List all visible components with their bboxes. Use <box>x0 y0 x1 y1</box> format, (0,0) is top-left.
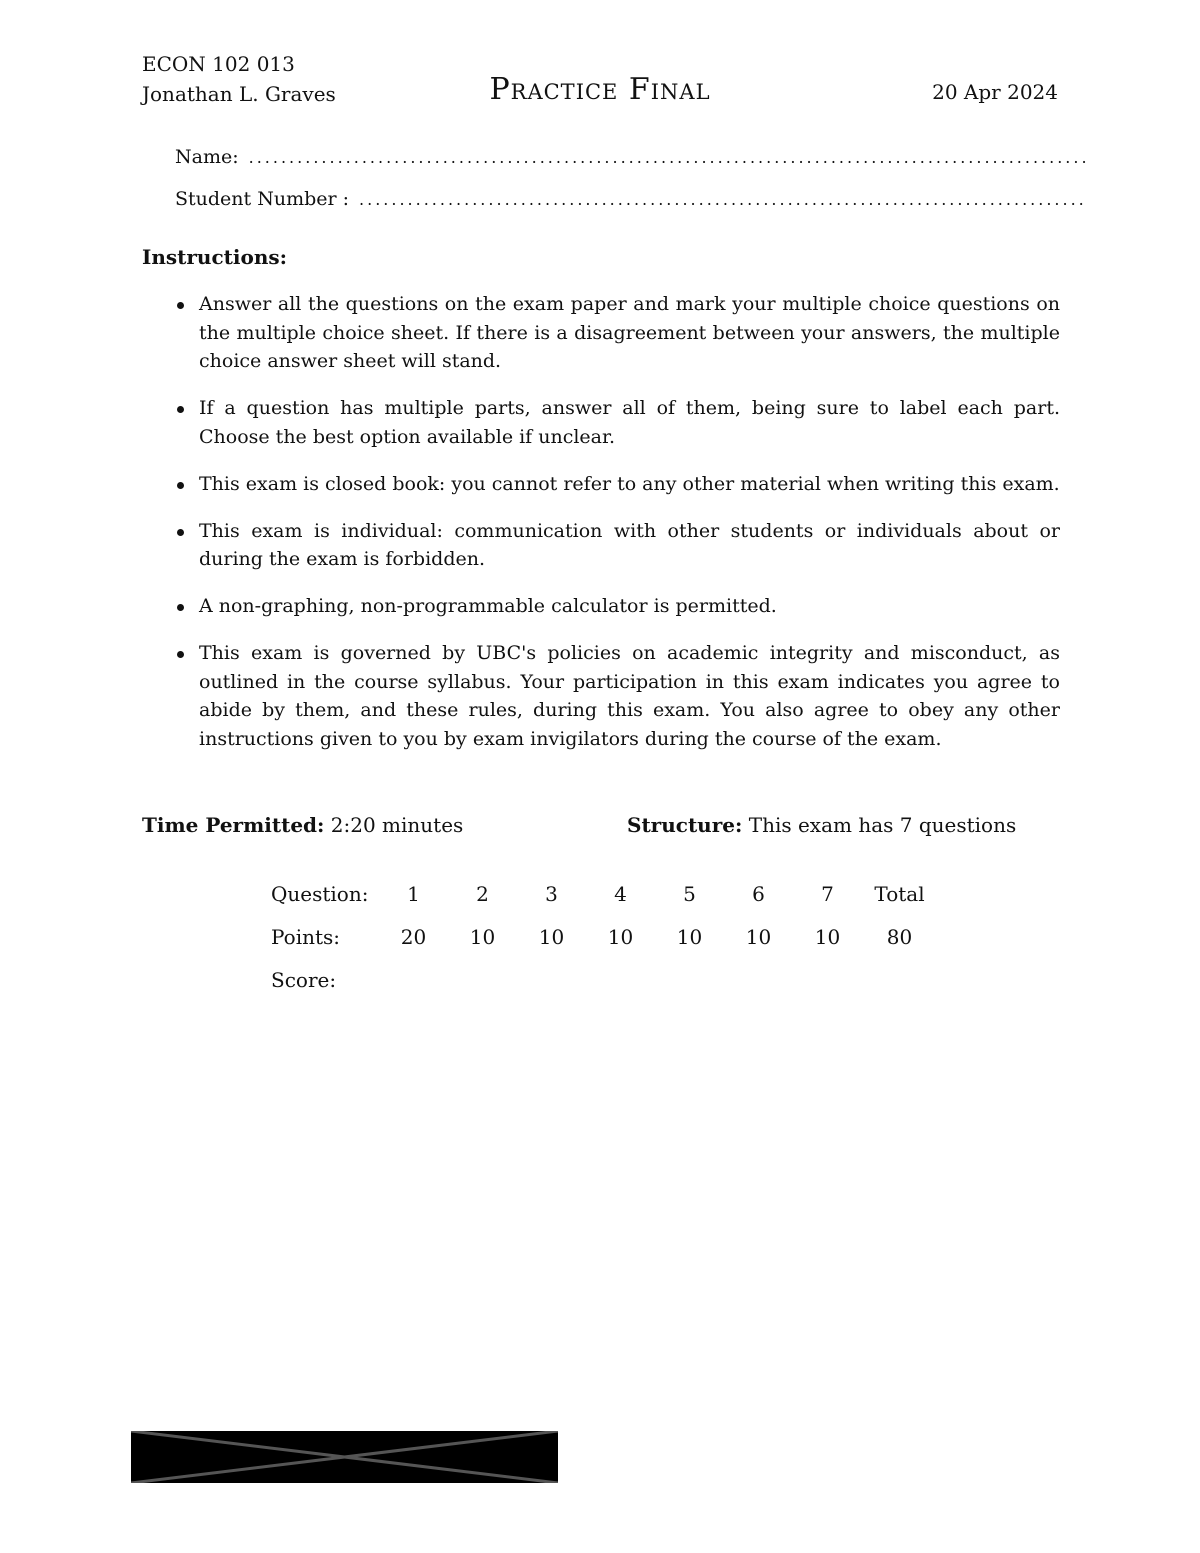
name-dotted-line[interactable] <box>249 148 1087 167</box>
redaction-block <box>131 1431 558 1483</box>
time-permitted <box>142 813 463 837</box>
student-number-label: Student Number : <box>175 188 350 210</box>
redaction-cross-icon <box>131 1431 558 1483</box>
instruction-item: Answer all the questions on the exam paper and mark your multiple choice questions on the multiple choice sheet. If there is a disagreement between your answers, the multiple choice answer sheet will stand. <box>142 290 1060 376</box>
question-number: 7 <box>821 881 834 906</box>
score-cell[interactable] <box>448 958 517 1001</box>
bullet-icon <box>177 651 184 658</box>
bullet-icon <box>177 482 184 489</box>
total-header: Total <box>874 881 925 906</box>
student-number-field[interactable] <box>175 188 1087 210</box>
points-row-label: Points: <box>271 924 341 949</box>
instruction-item: This exam is closed book: you cannot refer to any other material when writing this exam. <box>142 470 1060 499</box>
score-row <box>271 958 937 1001</box>
structure-value: This exam has 7 questions <box>748 813 1017 837</box>
instruction-item: This exam is governed by UBC's policies on academic integrity and misconduct, as outlined in the course syllabus. Your participation in this exam indicates you agree to abide by them, and these rules, during this exam. You also agree to obey any other instructions given to you by exam invigilators during the course of the exam. <box>142 639 1060 753</box>
question-points: 10 <box>607 924 634 949</box>
question-points: 10 <box>814 924 841 949</box>
question-points: 10 <box>469 924 496 949</box>
score-cell[interactable] <box>517 958 586 1001</box>
score-table <box>271 872 937 1001</box>
question-number: 5 <box>683 881 696 906</box>
question-number: 4 <box>614 881 627 906</box>
question-row-label: Question: <box>271 881 369 906</box>
bullet-icon <box>177 406 184 413</box>
question-points: 20 <box>400 924 427 949</box>
name-label: Name: <box>175 146 239 168</box>
structure-label: Structure: <box>627 813 743 837</box>
score-row-label: Score: <box>271 967 337 992</box>
score-cell[interactable] <box>793 958 862 1001</box>
question-points: 10 <box>745 924 772 949</box>
score-cell[interactable] <box>724 958 793 1001</box>
question-points: 10 <box>538 924 565 949</box>
question-row <box>271 872 937 915</box>
question-points: 10 <box>676 924 703 949</box>
time-permitted-value: 2:20 minutes <box>330 813 464 837</box>
exam-title: Practice Final <box>489 72 711 107</box>
instructions-heading: Instructions: <box>142 245 288 269</box>
exam-structure <box>627 813 1016 837</box>
score-cell[interactable] <box>655 958 724 1001</box>
question-number: 2 <box>476 881 489 906</box>
course-code: ECON 102 013 <box>142 52 295 76</box>
instructions-list <box>142 290 1060 772</box>
question-number: 3 <box>545 881 558 906</box>
exam-date: 20 Apr 2024 <box>932 80 1058 104</box>
score-cell[interactable] <box>379 958 448 1001</box>
score-cell[interactable] <box>586 958 655 1001</box>
question-number: 6 <box>752 881 765 906</box>
question-number: 1 <box>407 881 420 906</box>
bullet-icon <box>177 302 184 309</box>
bullet-icon <box>177 529 184 536</box>
score-total-cell[interactable] <box>862 958 937 1001</box>
total-points: 80 <box>886 924 913 949</box>
instructor-name: Jonathan L. Graves <box>142 82 336 106</box>
instruction-item: If a question has multiple parts, answer all of them, being sure to label each part. Choose the best option available if unclear. <box>142 394 1060 451</box>
student-number-dotted-line[interactable] <box>359 190 1087 209</box>
instruction-item: This exam is individual: communication with other students or individuals about or during the exam is forbidden. <box>142 517 1060 574</box>
points-row <box>271 915 937 958</box>
bullet-icon <box>177 604 184 611</box>
time-permitted-label: Time Permitted: <box>142 813 325 837</box>
name-field[interactable] <box>175 146 1087 168</box>
instruction-item: A non-graphing, non-programmable calculator is permitted. <box>142 592 1060 621</box>
